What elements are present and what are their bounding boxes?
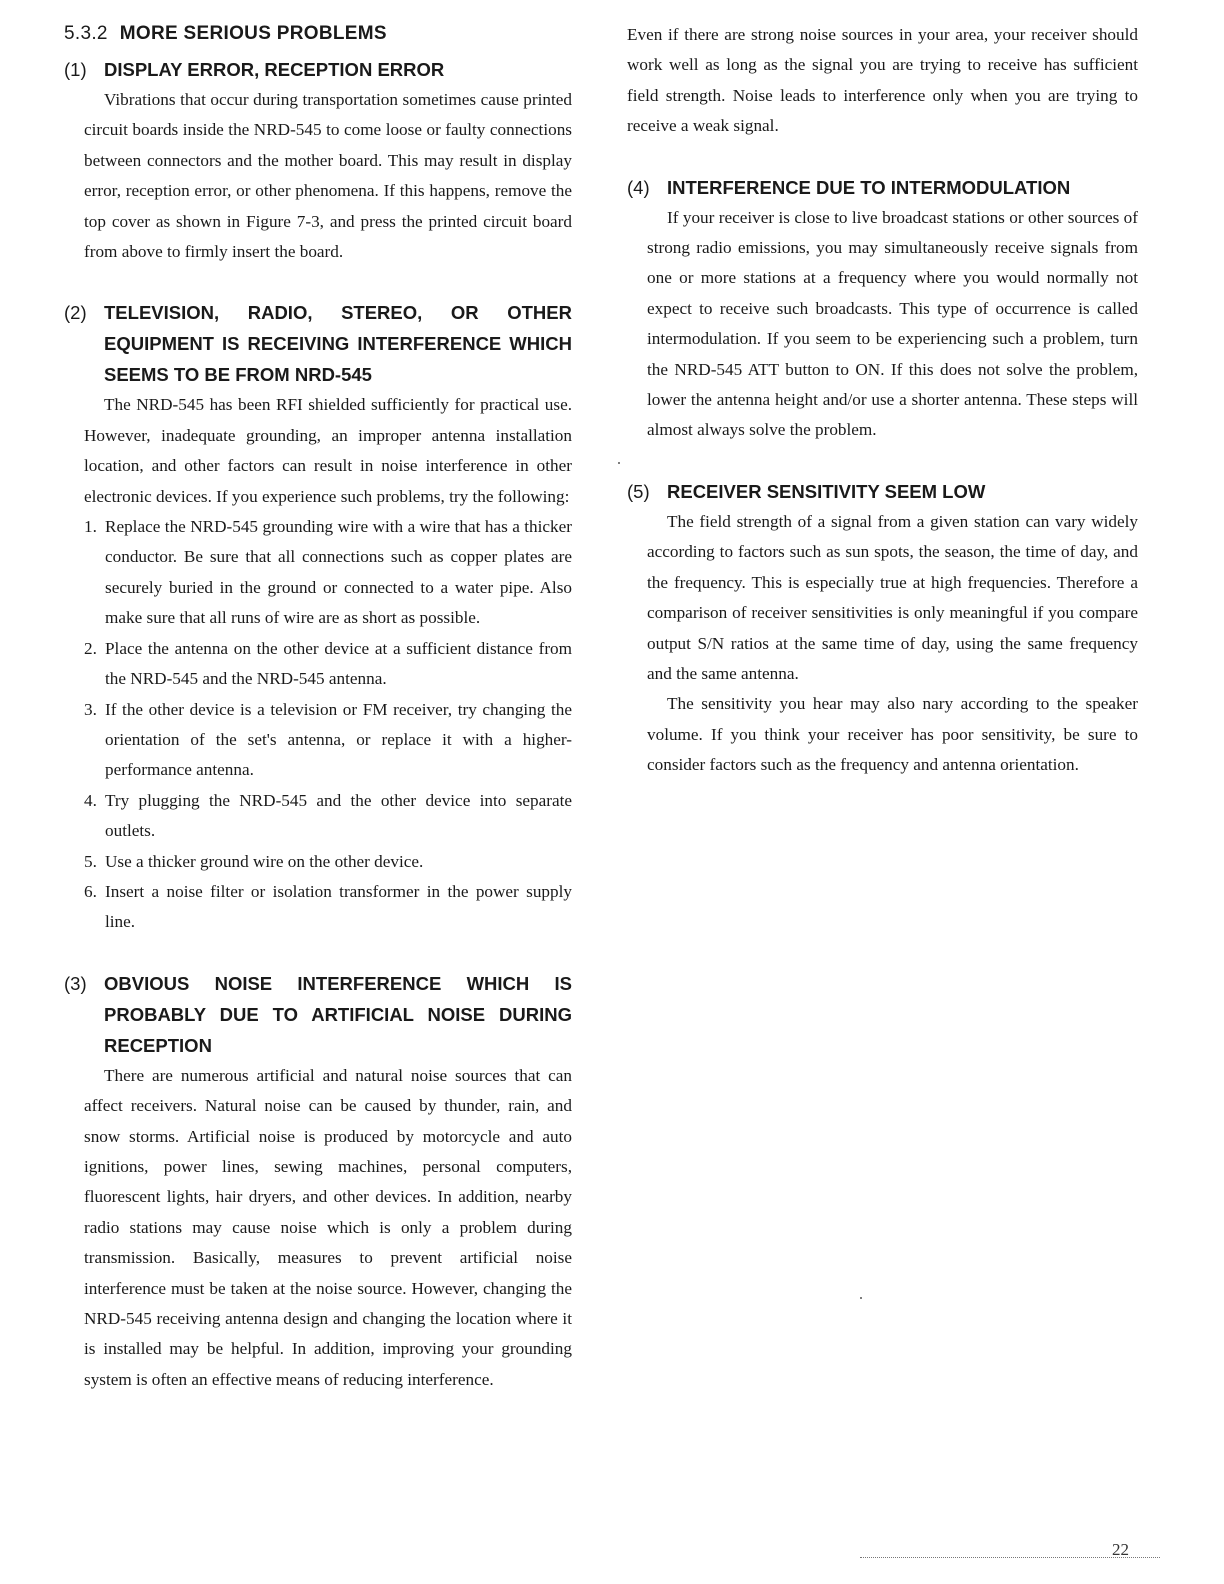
problem3-number: (3) <box>64 972 87 994</box>
step-text: Use a thicker ground wire on the other device. <box>105 851 424 871</box>
problem4-body: If your receiver is close to live broadcast stations or other sources of strong radio emissions, you may simultaneously receive signals from one or more stations at a frequency where you would normally not expect to receive such broadcasts. This type of occurrence is called intermodulation. If you seem to be experiencing such a problem, turn the NRD-545 ATT button to ON. If this does not solve the problem, lower the antenna height and/or use a shorter antenna. These steps will almost always solve the problem. <box>647 207 1138 440</box>
problem5-body2: The sensitivity you hear may also nary according to the speaker volume. If you think your receiver has poor sensitivity, be sure to consider factors such as the frequency and antenna orientation. <box>647 694 1138 775</box>
problem3-heading <box>64 968 572 1061</box>
left-column <box>64 20 572 1395</box>
problem5-number: (5) <box>627 480 650 502</box>
step-number: 4. <box>84 790 97 810</box>
scan-speck <box>618 462 620 464</box>
list-item <box>84 847 572 877</box>
problem4-number: (4) <box>627 176 650 198</box>
list-item <box>84 877 572 938</box>
step-text: If the other device is a television or FM receiver, try changing the orientation of the set's antenna, or replace it with a higher-performance antenna. <box>105 699 572 780</box>
problem3-continued: Even if there are strong noise sources in your area, your receiver should work well as long as the signal you are trying to receive has sufficient field strength. Noise leads to interference only when you are trying to receive a weak signal. <box>627 25 1138 136</box>
step-text: Place the antenna on the other device at a sufficient distance from the NRD-545 and the NRD-545 antenna. <box>105 638 572 689</box>
problem2-number: (2) <box>64 302 87 324</box>
list-item <box>84 634 572 695</box>
problem1-body: Vibrations that occur during transportation sometimes cause printed circuit boards inside the NRD-545 to come loose or faulty connections between connectors and the mother board. This may result in display error, reception error, or other phenomena. If this happens, remove the top cover as shown in Figure 7-3, and press the printed circuit board from above to firmly insert the board. <box>84 90 572 262</box>
problem3-body: There are numerous artificial and natural noise sources that can affect receivers. Natural noise can be caused by thunder, rain, and snow storms. Artificial noise is produced by motorcycle and auto ignitions, power lines, sewing machines, personal computers, fluorescent lights, hair dryers, and other devices. In addition, nearby radio stations may cause noise which is only a problem during transmission. Basically, measures to prevent artificial noise interference must be taken at the noise source. However, changing the NRD-545 receiving antenna design and changing the location where it is installed may be helpful. In addition, improving your grounding system is often an effective means of reducing interference. <box>84 1065 572 1389</box>
step-number: 6. <box>84 881 97 901</box>
step-number: 1. <box>84 517 97 537</box>
list-item <box>84 695 572 786</box>
problem2-steps <box>64 512 572 938</box>
problem5-heading-text: RECEIVER SENSITIVITY SEEM LOW <box>667 480 986 502</box>
step-number: 5. <box>84 851 97 871</box>
problem2-heading-text: TELEVISION, RADIO, STEREO, OR OTHER EQUIPMENT IS RECEIVING INTERFERENCE WHICH SEEMS TO BE FROM NRD-545 <box>104 302 572 386</box>
problem5-body1: The field strength of a signal from a given station can vary widely according to factors such as sun spots, the season, the time of day, and the frequency. This is especially true at high frequencies. Therefore a comparison of receiver sensitivities is only meaningful if you compare output S/N ratios at the same time of day, using the same frequency and the same antenna. <box>647 511 1138 683</box>
problem1-heading <box>64 54 572 85</box>
problem4-heading <box>627 172 1138 203</box>
section-title <box>64 20 572 48</box>
scan-speck <box>860 1297 862 1299</box>
right-column <box>627 20 1138 781</box>
problem3-heading-text: OBVIOUS NOISE INTERFERENCE WHICH IS PROBABLY DUE TO ARTIFICIAL NOISE DURING RECEPTION <box>104 972 572 1056</box>
step-number: 3. <box>84 699 97 719</box>
step-text: Replace the NRD-545 grounding wire with a wire that has a thicker conductor. Be sure that all connections such as copper plates are securely buried in the ground or connected to a water pipe. Also make sure that all runs of wire are as short as possible. <box>105 517 572 628</box>
list-item <box>84 786 572 847</box>
step-text: Insert a noise filter or isolation transformer in the power supply line. <box>105 881 572 932</box>
problem1-number: (1) <box>64 59 87 80</box>
section-number: 5.3.2 <box>64 23 108 44</box>
list-item <box>84 512 572 634</box>
problem2-body: The NRD-545 has been RFI shielded sufficiently for practical use. However, inadequate grounding, an improper antenna installation location, and other factors can result in noise interference in other electronic devices. If you experience such problems, try the following: <box>84 395 572 506</box>
problem2-heading <box>64 297 572 390</box>
step-text: Try plugging the NRD-545 and the other device into separate outlets. <box>105 790 572 841</box>
problem1-heading-text: DISPLAY ERROR, RECEPTION ERROR <box>104 59 445 80</box>
page-number: 22 <box>1112 1540 1129 1559</box>
problem4-heading-text: INTERFERENCE DUE TO INTERMODULATION <box>667 176 1071 198</box>
problem5-heading <box>627 476 1138 507</box>
step-number: 2. <box>84 638 97 658</box>
section-title-text: MORE SERIOUS PROBLEMS <box>119 23 387 44</box>
